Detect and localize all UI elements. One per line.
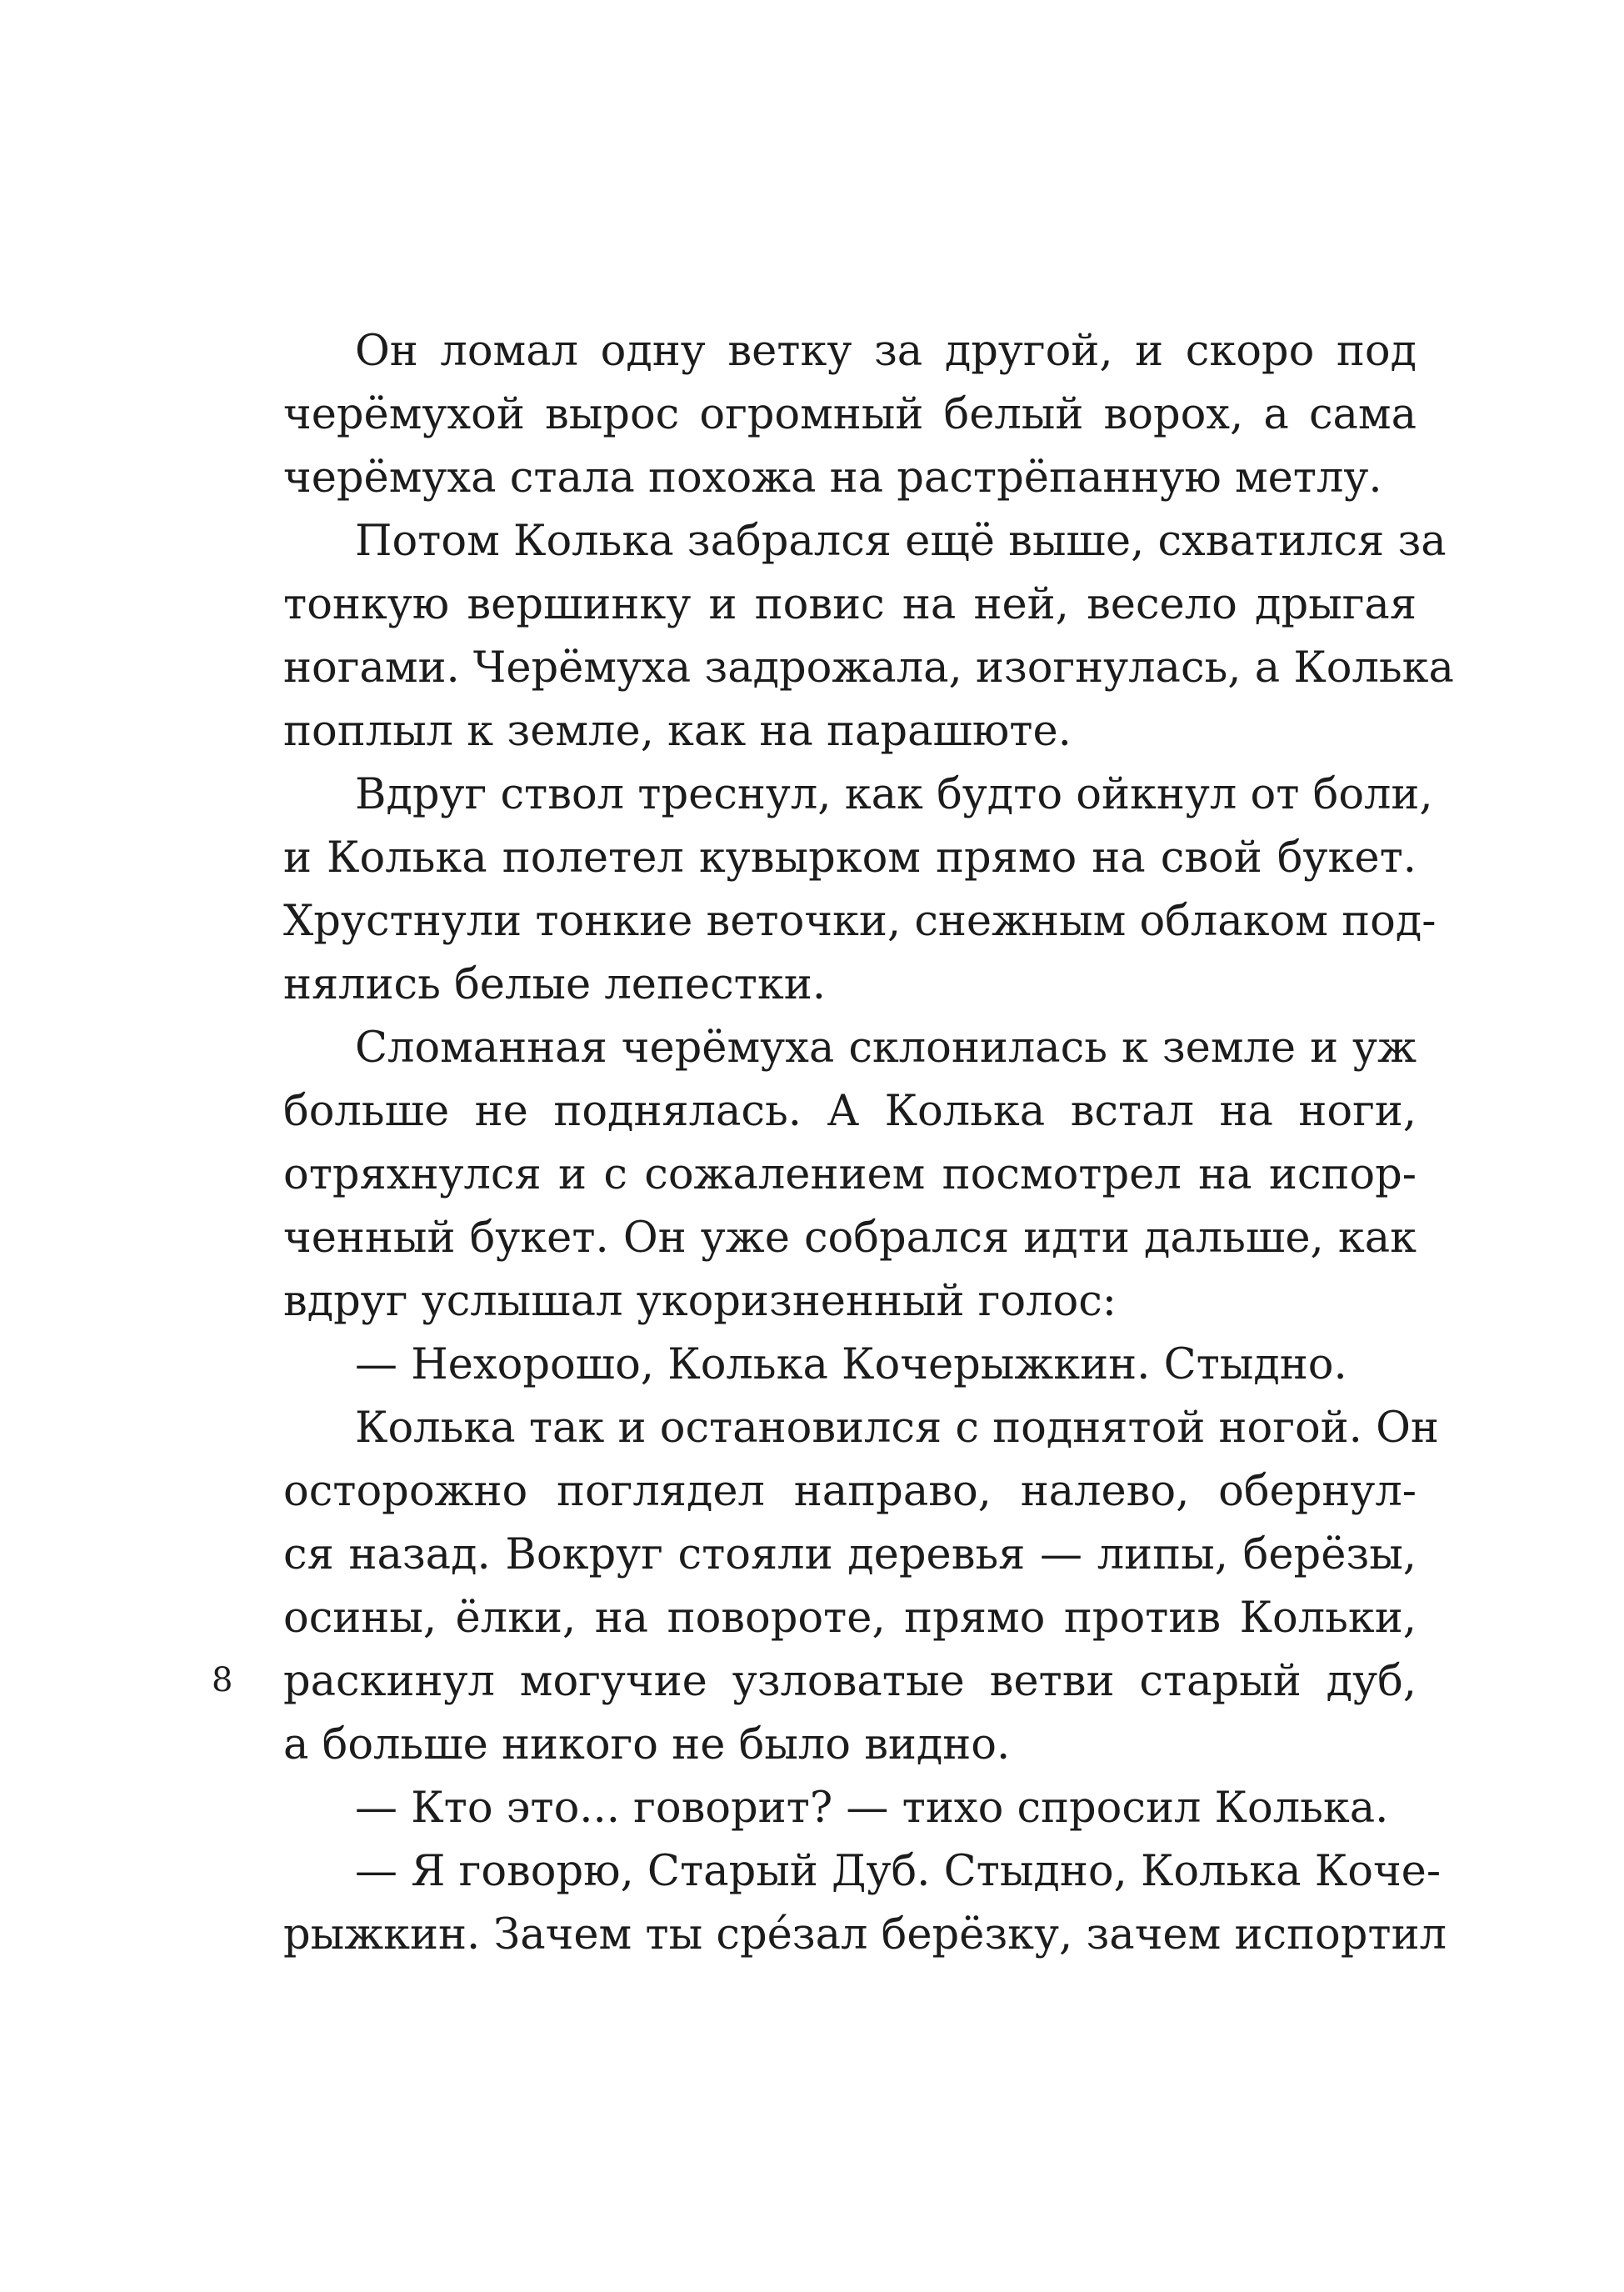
- text-line: Он ломал одну ветку за другой, и скоро под: [355, 327, 1417, 376]
- text-line: ся назад. Вокруг стояли деревья — липы, берёзы,: [283, 1530, 1417, 1579]
- text-line: больше не поднялась. А Колька встал на ноги,: [283, 1087, 1417, 1136]
- text-line: осины, ёлки, на повороте, прямо против Кольки,: [283, 1594, 1417, 1643]
- text-line: отряхнулся и с сожалением посмотрел на испор-: [283, 1150, 1417, 1199]
- text-line: ногами. Черёмуха задрожала, изогнулась, а Колька: [283, 643, 1454, 693]
- text-line: и Колька полетел кувырком прямо на свой букет.: [283, 833, 1417, 883]
- text-line: тонкую вершинку и повис на ней, весело дрыгая: [283, 580, 1417, 629]
- dialogue-line: — Кто это... говорит? — тихо спросил Колька.: [355, 1784, 1389, 1833]
- text-line: черёмуха стала похожа на растрёпанную метлу.: [283, 453, 1382, 503]
- text-line: Хрустнули тонкие веточки, снежным облаком под-: [283, 897, 1437, 946]
- text-line: поплыл к земле, как на парашюте.: [283, 707, 1072, 756]
- text-line: Колька так и остановился с поднятой ногой. Он: [355, 1404, 1439, 1453]
- text-line: а больше никого не было видно.: [283, 1720, 1011, 1769]
- page-number: 8: [212, 1661, 233, 1699]
- text-line: раскинул могучие узловатые ветви старый дуб,: [283, 1657, 1417, 1706]
- text-line: осторожно поглядел направо, налево, обернул-: [283, 1467, 1417, 1516]
- text-line: ченный букет. Он уже собрался идти дальше, как: [283, 1214, 1417, 1263]
- dialogue-line: — Нехорошо, Колька Кочерыжкин. Стыдно.: [355, 1340, 1347, 1389]
- text-line: вдруг услышал укоризненный голос:: [283, 1277, 1117, 1326]
- text-line: черёмухой вырос огромный белый ворох, а сама: [283, 390, 1417, 439]
- text-line: нялись белые лепестки.: [283, 960, 826, 1009]
- text-line: Потом Колька забрался ещё выше, схватился за: [355, 517, 1447, 566]
- body-text: [283, 320, 1454, 1967]
- text-line: рыжкин. Зачем ты срéзал берёзку, зачем испортил: [283, 1910, 1447, 1959]
- dialogue-line: — Я говорю, Старый Дуб. Стыдно, Колька Коче-: [355, 1847, 1442, 1896]
- text-line: Вдруг ствол треснул, как будто ойкнул от боли,: [355, 770, 1433, 819]
- text-line: Сломанная черёмуха склонилась к земле и уж: [355, 1023, 1417, 1073]
